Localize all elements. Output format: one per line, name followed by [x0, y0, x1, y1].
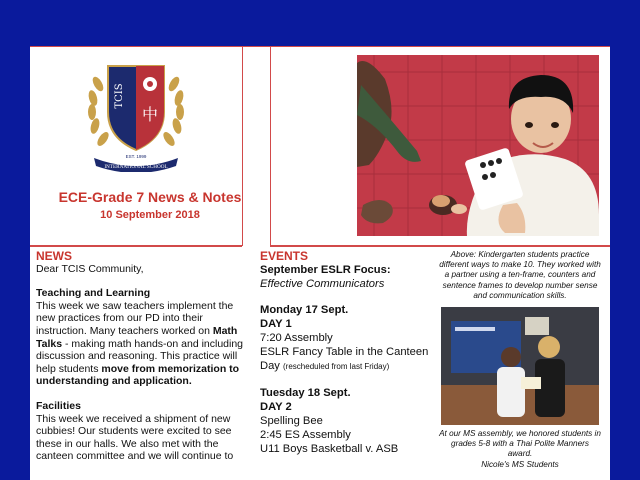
day2-basketball: U11 Boys Basketball v. ASB	[260, 442, 399, 455]
events-heading: EVENTS	[260, 249, 309, 263]
column-divider-left	[242, 46, 243, 246]
day2-es-assembly: 2:45 ES Assembly	[260, 428, 351, 441]
facilities-paragraph: This week we received a shipment of new cubbies! Our students were excited to see these in our halls. We also met with the canteen committee and we will continue to	[36, 412, 234, 463]
day1-fancy-table: ESLR Fancy Table in the Canteen Day (rescheduled from last Friday)	[260, 345, 429, 372]
column-divider-right	[270, 46, 271, 246]
section-divider-right	[270, 245, 610, 247]
news-heading: NEWS	[36, 249, 72, 263]
section-divider-left	[30, 245, 242, 247]
news-greeting: Dear TCIS Community,	[36, 262, 144, 275]
tcis-logo	[76, 54, 196, 172]
ms-assembly-photo	[441, 307, 599, 425]
events-column	[260, 250, 440, 456]
day1-assembly: 7:20 Assembly	[260, 331, 333, 344]
newsletter-title: ECE-Grade 7 News & Notes	[58, 189, 242, 205]
newsletter-page	[30, 46, 610, 480]
ms-students-caption: Nicole's MS Students	[481, 459, 559, 469]
ms-assembly-caption: At our MS assembly, we honored students in grades 5-8 with a Thai Polite Manners award.	[439, 429, 601, 459]
kindergarten-caption: Above: Kindergarten students practice different ways to make 10. They worked with a partner using a ten-frame, counters and sentence frames to develop number sense and communication skills.	[439, 250, 601, 300]
top-divider	[30, 46, 610, 47]
teaching-heading: Teaching and Learning	[36, 287, 151, 300]
eslr-focus-value: Effective Communicators	[260, 277, 385, 290]
logo-banner: INTERNATIONAL SCHOOL	[104, 164, 168, 170]
logo-est: EST. 1999	[125, 154, 147, 159]
logo-cjk: 中	[141, 105, 159, 124]
teaching-paragraph: This week we saw teachers implement the new practices from our PD into their instruction. Many teachers worked on Math Talks - making math hands-on and including discussion and reasoning. This practice will help students move from memorization to understanding and application.	[36, 299, 244, 388]
day2-label: DAY 2	[260, 400, 292, 413]
newsletter-date: 10 September 2018	[100, 209, 200, 221]
day2-spelling-bee: Spelling Bee	[260, 414, 323, 427]
day2-date: Tuesday 18 Sept.	[260, 386, 351, 399]
day1-date: Monday 17 Sept.	[260, 303, 349, 316]
facilities-heading: Facilities	[36, 399, 81, 412]
sidebar-column	[438, 250, 602, 470]
day1-note: (rescheduled from last Friday)	[283, 361, 390, 371]
eslr-focus-title: September ESLR Focus:	[260, 263, 391, 276]
kindergarten-photo	[357, 55, 599, 236]
news-column	[36, 250, 248, 463]
logo-letters: TCIS	[114, 83, 125, 109]
day1-label: DAY 1	[260, 317, 292, 330]
